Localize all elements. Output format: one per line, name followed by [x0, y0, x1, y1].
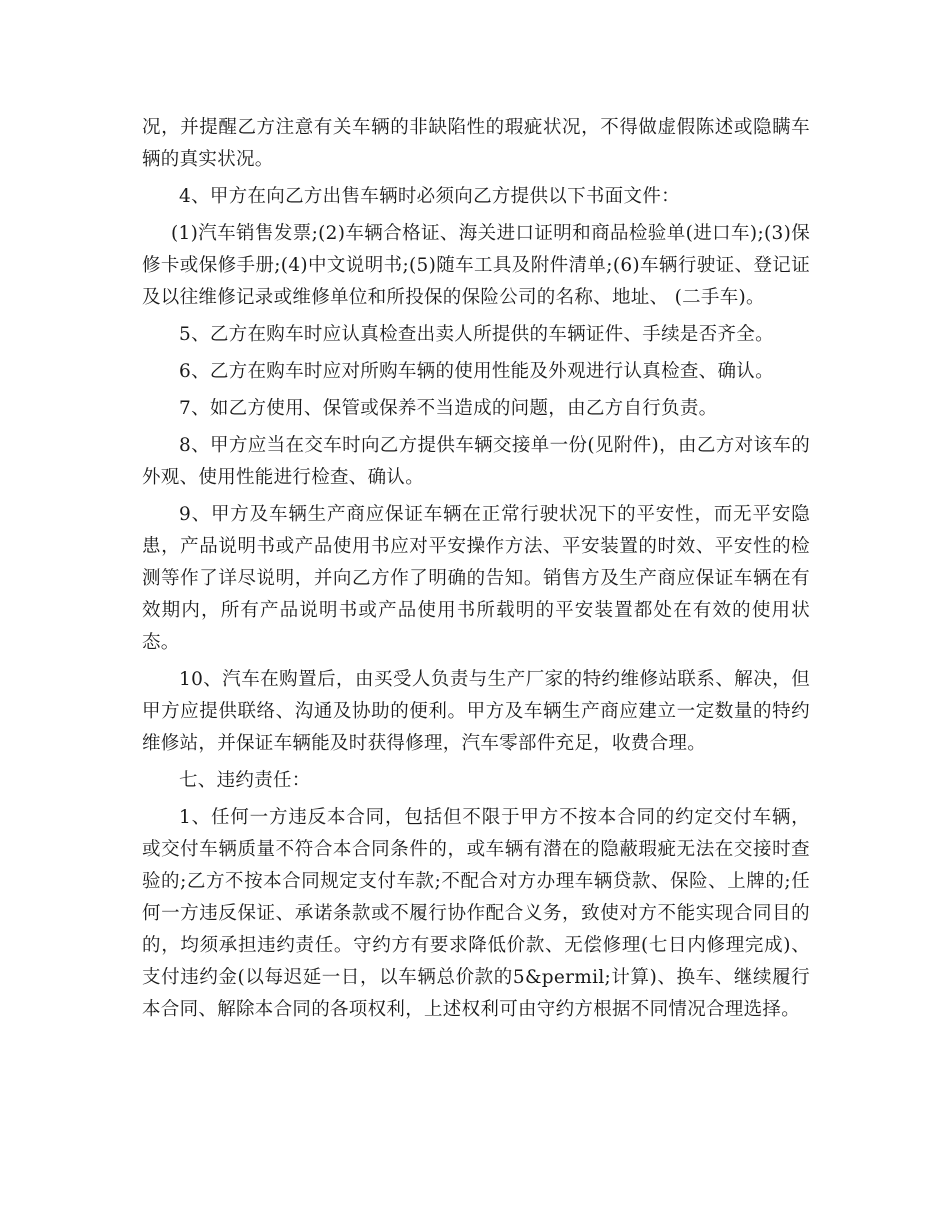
paragraph: 7、如乙方使用、保管或保养不当造成的问题，由乙方自行负责。 [179, 398, 718, 419]
paragraph: 况，并提醒乙方注意有关车辆的非缺陷性的瑕疵状况，不得做虚假陈述或隐瞒车辆的真实状况。 [142, 117, 810, 170]
paragraph: (1)汽车销售发票;(2)车辆合格证、海关进口证明和商品检验单(进口车);(3)保修卡或保修手册;(4)中文说明书;(5)随车工具及附件清单;(6)车辆行驶证、登记证及以往维修记录或维修单位和所投保的保险公司的名称、地址、 (二手车)。 [142, 223, 810, 308]
paragraph: 4、甲方在向乙方出售车辆时必须向乙方提供以下书面文件： [179, 186, 680, 207]
section-heading: 七、违约责任： [179, 770, 311, 791]
paragraph: 10、汽车在购置后，由买受人负责与生产厂家的特约维修站联系、解决，但甲方应提供联络、沟通及协助的便利。甲方及车辆生产商应建立一定数量的特约维修站，并保证车辆能及时获得修理，汽车零部件充足，收费合理。 [142, 669, 810, 754]
paragraph: 8、甲方应当在交车时向乙方提供车辆交接单一份(见附件)，由乙方对该车的外观、使用性能进行检查、确认。 [142, 435, 810, 488]
document-body [142, 112, 810, 1031]
paragraph: 5、乙方在购车时应认真检查出卖人所提供的车辆证件、手续是否齐全。 [179, 324, 774, 345]
paragraph: 6、乙方在购车时应对所购车辆的使用性能及外观进行认真检查、确认。 [179, 361, 774, 382]
paragraph: 9、甲方及车辆生产商应保证车辆在正常行驶状况下的平安性，而无平安隐患，产品说明书或产品使用书应对平安操作方法、平安装置的时效、平安性的检测等作了详尽说明，并向乙方作了明确的告知。销售方及生产商应保证车辆在有效期内，所有产品说明书或产品使用书所载明的平安装置都处在有效的使用状态。 [142, 504, 810, 653]
paragraph: 1、任何一方违反本合同，包括但不限于甲方不按本合同的约定交付车辆，或交付车辆质量不符合本合同条件的，或车辆有潜在的隐蔽瑕疵无法在交接时查验的;乙方不按本合同规定支付车款;不配合对方办理车辆贷款、保险、上牌的;任何一方违反保证、承诺条款或不履行协作配合义务，致使对方不能实现合同目的的，均须承担违约责任。守约方有要求降低价款、无偿修理(七日内修理完成)、支付违约金(以每迟延一日，以车辆总价款的5&permil;计算)、换车、继续履行本合同、解除本合同的各项权利，上述权利可由守约方根据不同情况合理选择。 [142, 807, 810, 1020]
